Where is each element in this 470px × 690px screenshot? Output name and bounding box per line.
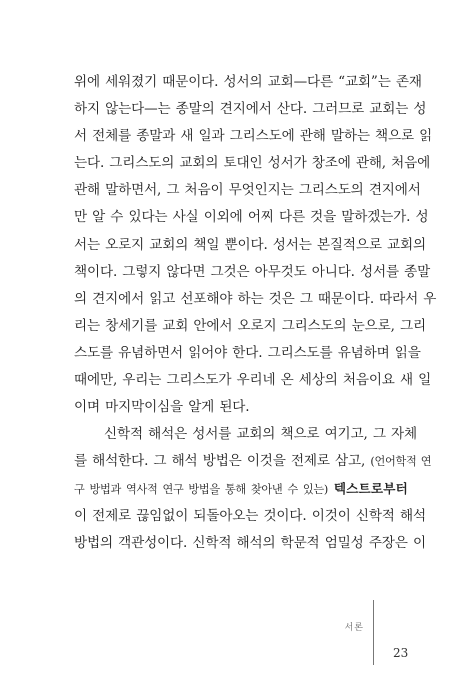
text-line: 관해 말하면서, 그 처음이 무엇인지는 그리스도의 견지에서 (74, 182, 421, 199)
emphasized-text: 텍스트로부터 (333, 481, 409, 497)
text-line: 서는 오로지 교회의 책일 뿐이다. 성서는 본질적으로 교회의 (74, 236, 426, 253)
text-line (74, 475, 408, 502)
text-line: 서 전체를 종말과 새 일과 그리스도에 관해 말하는 책으로 읽 (74, 128, 433, 145)
text-line: 하지 않는다—는 종말의 견지에서 산다. 그러므로 교회는 성 (74, 101, 427, 118)
text-line (74, 448, 432, 475)
text-line: 는다. 그리스도의 교회의 토대인 성서가 창조에 관해, 처음에 (74, 155, 431, 172)
text-line: 방법의 객관성이다. 신학적 해석의 학문적 엄밀성 주장은 이 (74, 534, 426, 551)
text-line: 책이다. 그렇지 않다면 그것은 아무것도 아니다. 성서를 종말 (74, 263, 431, 280)
text-line: 위에 세워졌기 때문이다. 성서의 교회—다른 “교회”는 존재 (74, 74, 422, 90)
text-segment: 를 해석한다. 그 해석 방법은 이것을 전제로 삼고, (74, 453, 366, 470)
body-text (74, 69, 437, 557)
page-number: 23 (393, 646, 409, 660)
text-line: 리는 창세기를 교회 안에서 오로지 그리스도의 눈으로, 그리 (74, 317, 426, 334)
parenthetical-text: 구 방법과 역사적 연구 방법을 통해 찾아낸 수 있는) (74, 483, 328, 497)
paragraph-first-line: 신학적 해석은 성서를 교회의 책으로 여기고, 그 자체 (104, 426, 417, 443)
text-line: 만 알 수 있다는 사실 이외에 어찌 다른 것을 말하겠는가. 성 (74, 209, 429, 226)
text-line: 의 견지에서 읽고 선포해야 하는 것은 그 때문이다. 따라서 우 (74, 290, 437, 307)
parenthetical-text: (언어학적 연 (370, 455, 432, 469)
text-line: 스도를 유념하면서 읽어야 한다. 그리스도를 유념하며 읽을 (74, 344, 421, 361)
text-line: 이며 마지막이심을 알게 된다. (74, 399, 250, 416)
footer-divider (373, 600, 374, 665)
running-head: 서론 (344, 623, 364, 633)
text-line: 때에만, 우리는 그리스도가 우리네 온 세상의 처음이요 새 일 (74, 372, 432, 389)
text-line: 이 전제로 끊임없이 되돌아오는 것이다. 이것이 신학적 해석 (74, 507, 426, 524)
